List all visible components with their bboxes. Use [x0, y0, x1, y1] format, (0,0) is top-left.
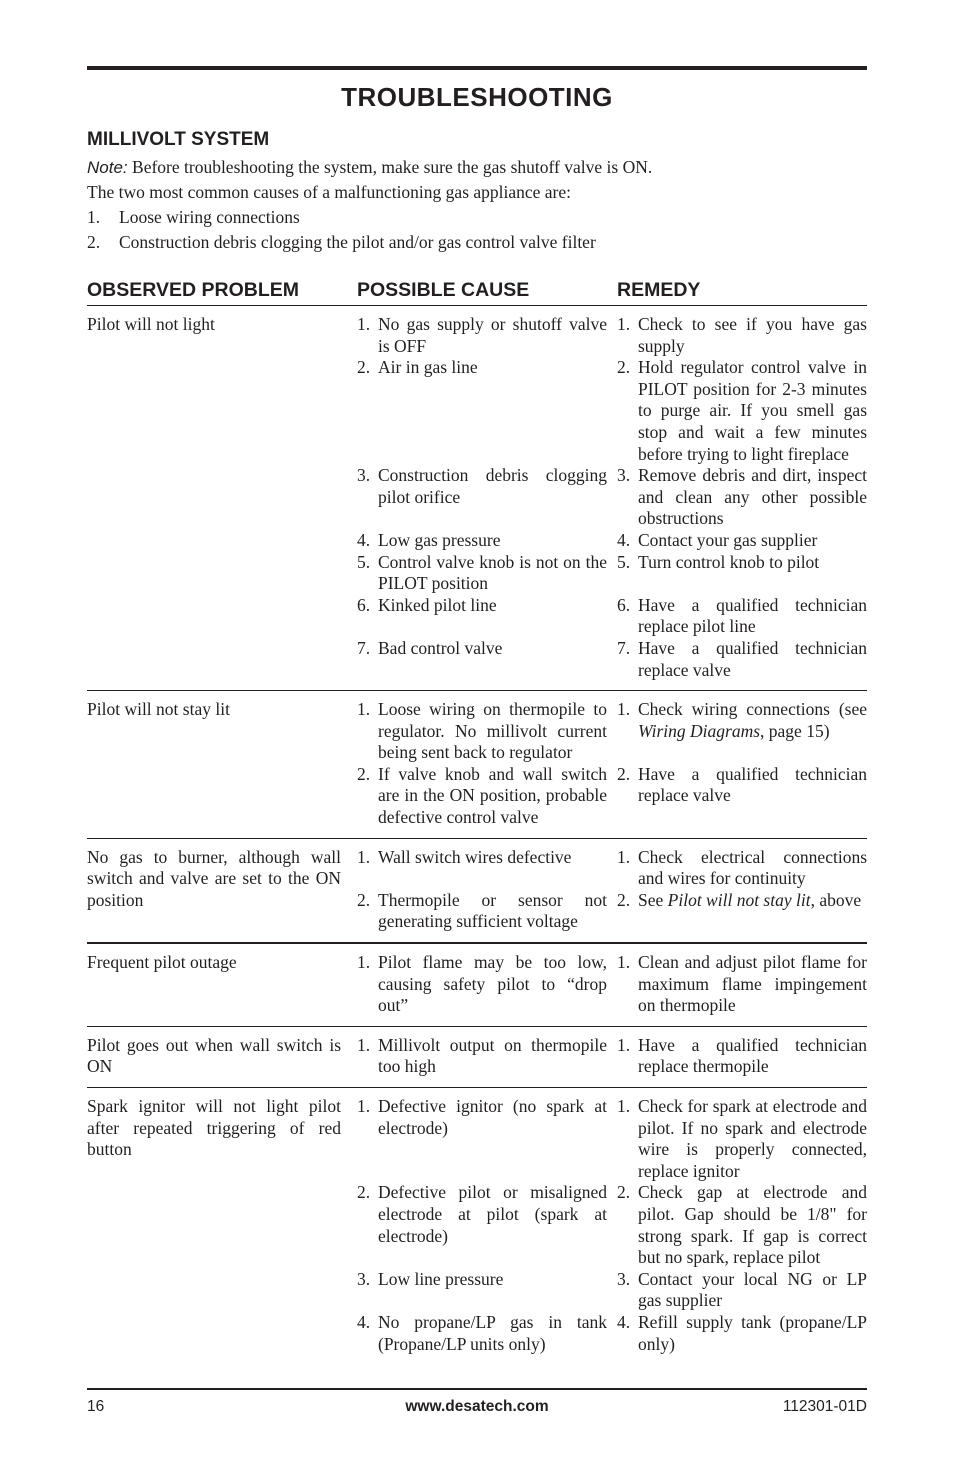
remedy	[617, 1182, 867, 1268]
remedy-number: 3.	[617, 1268, 631, 1289]
cause-text: Bad control valve	[378, 637, 503, 658]
table-row	[87, 691, 867, 839]
cause-number: 1.	[357, 1034, 371, 1055]
cause-text: Low line pressure	[378, 1268, 504, 1289]
cause-text: No propane/LP gas in tank (Propane/LP units only)	[378, 1311, 607, 1354]
cause-text: If valve knob and wall switch are in the ON position, probable defective control valve	[378, 763, 607, 828]
website-link[interactable]: www.desatech.com	[405, 1398, 549, 1415]
remedy-text: Have a qualified technician replace thermopile	[638, 1034, 867, 1077]
observed-problem: No gas to burner, although wall switch and valve are set to the ON position	[87, 846, 341, 910]
cause-remedy-pair	[357, 890, 867, 933]
cause-text: Construction debris clogging pilot orifice	[378, 465, 607, 507]
possible-cause	[357, 764, 617, 829]
intro-list	[87, 205, 867, 255]
footer	[87, 1388, 867, 1415]
cause-text: Millivolt output on thermopile too high	[378, 1034, 607, 1077]
cause-text: Kinked pilot line	[378, 594, 497, 615]
cause-number: 3.	[357, 465, 371, 486]
cause-text: Defective pilot or misaligned electrode at pilot (spark at electrode)	[378, 1182, 607, 1246]
cause-remedy-group	[357, 314, 867, 681]
cause-number: 5.	[357, 551, 371, 572]
remedy-text: Check gap at electrode and pilot. Gap should be 1/8" for strong spark. If gap is correct but no spark, replace pilot	[638, 1182, 867, 1268]
note-label: Note:	[87, 158, 128, 177]
intro-text: The two most common causes of a malfunctioning gas appliance are:	[87, 182, 572, 202]
possible-cause	[357, 595, 617, 638]
remedy	[617, 1312, 867, 1355]
cause-number: 1.	[357, 1096, 371, 1116]
cause-text: Pilot flame may be too low, causing safety pilot to “drop out”	[378, 952, 607, 1016]
remedy-text: Contact your gas supplier	[638, 529, 818, 550]
cause-remedy-pair	[357, 638, 867, 681]
list-item-text: Loose wiring connections	[119, 207, 300, 227]
cause-remedy-pair	[357, 357, 867, 465]
table-row	[87, 1088, 867, 1364]
cause-number: 1.	[357, 952, 371, 973]
remedy-number: 1.	[617, 1096, 631, 1116]
cause-remedy-group	[357, 1096, 867, 1355]
cause-number: 1.	[357, 699, 371, 720]
cause-number: 4.	[357, 529, 371, 550]
remedy-text: Hold regulator control valve in PILOT position for 2-3 minutes to purge air. If you smell gas stop and wait a few minutes before trying to light fireplace	[638, 357, 867, 464]
remedy-number: 4.	[617, 529, 631, 550]
cause-text: No gas supply or shutoff valve is OFF	[378, 314, 607, 356]
cause-text: Loose wiring on thermopile to regulator. No millivolt current being sent back to regulator	[378, 699, 607, 763]
header-possible-cause: POSSIBLE CAUSE	[357, 279, 530, 301]
remedy-number: 2.	[617, 763, 631, 784]
remedy-number: 6.	[617, 594, 631, 615]
cause-remedy-pair	[357, 952, 867, 1017]
possible-cause	[357, 847, 617, 890]
cause-number: 1.	[357, 846, 371, 867]
remedy	[617, 314, 867, 357]
remedy	[617, 1269, 867, 1312]
observed-problem: Pilot goes out when wall switch is ON	[87, 1034, 341, 1077]
possible-cause	[357, 1312, 617, 1355]
note-paragraph	[87, 155, 867, 180]
cause-text: Wall switch wires defective	[378, 846, 572, 867]
document-number: 112301-01D	[782, 1398, 867, 1415]
cross-reference: Wiring Diagrams	[638, 720, 761, 741]
possible-cause	[357, 890, 617, 933]
list-item-number: 2.	[87, 232, 101, 252]
cause-remedy-pair	[357, 1182, 867, 1268]
observed-problem: Spark ignitor will not light pilot after repeated triggering of red button	[87, 1096, 341, 1160]
cause-remedy-pair	[357, 552, 867, 595]
possible-cause	[357, 1096, 617, 1182]
page	[87, 66, 867, 1364]
list-item-number: 1.	[87, 207, 101, 227]
possible-cause	[357, 1035, 617, 1078]
cause-number: 3.	[357, 1268, 371, 1289]
cause-number: 2.	[357, 889, 371, 910]
remedy	[617, 530, 867, 552]
cause-remedy-pair	[357, 847, 867, 890]
cause-text: Air in gas line	[378, 357, 478, 378]
page-number: 16	[87, 1398, 105, 1415]
possible-cause	[357, 638, 617, 681]
remedy	[617, 1096, 867, 1182]
top-rule	[87, 66, 867, 70]
remedy-number: 4.	[617, 1311, 631, 1332]
table-row	[87, 839, 867, 944]
troubleshooting-table	[87, 306, 867, 1364]
possible-cause	[357, 699, 617, 764]
possible-cause	[357, 552, 617, 595]
cause-remedy-group	[357, 699, 867, 829]
header-observed-problem: OBSERVED PROBLEM	[87, 279, 300, 301]
cause-number: 2.	[357, 357, 371, 378]
remedy-text: Clean and adjust pilot flame for maximum flame impingement on thermopile	[638, 952, 867, 1016]
possible-cause	[357, 465, 617, 530]
remedy	[617, 764, 867, 829]
cause-remedy-pair	[357, 530, 867, 552]
cause-text: Low gas pressure	[378, 529, 501, 550]
list-item	[87, 230, 867, 255]
remedy-text: Check wiring connections (see Wiring Diagrams, page 15)	[638, 699, 867, 741]
table-row	[87, 306, 867, 691]
cause-number: 1.	[357, 314, 371, 334]
header-remedy: REMEDY	[617, 279, 701, 301]
remedy-number: 7.	[617, 637, 631, 658]
possible-cause	[357, 314, 617, 357]
cause-number: 6.	[357, 594, 371, 615]
cause-text: Control valve knob is not on the PILOT position	[378, 551, 607, 594]
cause-text: Defective ignitor (no spark at electrode)	[378, 1096, 607, 1138]
remedy-number: 1.	[617, 699, 631, 720]
remedy	[617, 847, 867, 890]
remedy-number: 2.	[617, 1182, 631, 1203]
remedy-text: Have a qualified technician replace valve	[638, 763, 867, 806]
table-header	[87, 279, 867, 306]
remedy	[617, 465, 867, 530]
observed-problem: Frequent pilot outage	[87, 952, 237, 973]
remedy	[617, 552, 867, 595]
remedy	[617, 890, 867, 933]
cause-remedy-pair	[357, 1035, 867, 1078]
cause-remedy-pair	[357, 1269, 867, 1312]
remedy-number: 1.	[617, 846, 631, 867]
cause-remedy-group	[357, 1035, 867, 1078]
cause-remedy-pair	[357, 314, 867, 357]
remedy	[617, 952, 867, 1017]
cause-number: 2.	[357, 763, 371, 784]
cause-remedy-pair	[357, 595, 867, 638]
note-text: Before troubleshooting the system, make sure the gas shutoff valve is ON.	[132, 157, 653, 177]
remedy-text: Check to see if you have gas supply	[638, 314, 867, 356]
remedy-number: 2.	[617, 357, 631, 378]
remedy-text: Have a qualified technician replace valve	[638, 637, 867, 680]
remedy-text: Turn control knob to pilot	[638, 551, 820, 572]
remedy-text: Remove debris and dirt, inspect and clean any other possible obstructions	[638, 465, 867, 529]
list-item	[87, 205, 867, 230]
remedy	[617, 357, 867, 465]
remedy-text: Check for spark at electrode and pilot. If no spark and electrode wire is properly connected, replace ignitor	[638, 1096, 867, 1181]
remedy	[617, 1035, 867, 1078]
remedy-number: 5.	[617, 551, 631, 572]
table-row	[87, 1027, 867, 1088]
cause-number: 7.	[357, 637, 371, 658]
remedy	[617, 595, 867, 638]
remedy-number: 2.	[617, 889, 631, 910]
remedy-number: 1.	[617, 314, 631, 334]
possible-cause	[357, 1182, 617, 1268]
page-title: TROUBLESHOOTING	[341, 82, 613, 112]
cause-remedy-pair	[357, 1312, 867, 1355]
remedy-number: 1.	[617, 1034, 631, 1055]
cause-number: 2.	[357, 1182, 371, 1203]
cause-remedy-pair	[357, 1096, 867, 1182]
list-item-text: Construction debris clogging the pilot and/or gas control valve filter	[119, 232, 596, 252]
cause-remedy-pair	[357, 465, 867, 530]
remedy-text: Have a qualified technician replace pilot line	[638, 594, 867, 637]
remedy-text: Contact your local NG or LP gas supplier	[638, 1268, 867, 1311]
possible-cause	[357, 1269, 617, 1312]
observed-problem: Pilot will not light	[87, 314, 215, 334]
cause-remedy-group	[357, 847, 867, 933]
table-row	[87, 944, 867, 1027]
remedy-number: 1.	[617, 952, 631, 973]
cross-reference: Pilot will not stay lit	[667, 889, 811, 910]
remedy-text: Refill supply tank (propane/LP only)	[638, 1311, 867, 1354]
remedy	[617, 638, 867, 681]
cause-remedy-group	[357, 952, 867, 1017]
section-heading: MILLIVOLT SYSTEM	[87, 129, 270, 150]
remedy	[617, 699, 867, 764]
cause-text: Thermopile or sensor not generating sufficient voltage	[378, 889, 607, 932]
observed-problem: Pilot will not stay lit	[87, 699, 230, 720]
remedy-text: See Pilot will not stay lit, above	[638, 889, 862, 910]
remedy-text: Check electrical connections and wires for continuity	[638, 846, 867, 889]
possible-cause	[357, 530, 617, 552]
possible-cause	[357, 952, 617, 1017]
cause-number: 4.	[357, 1311, 371, 1332]
cause-remedy-pair	[357, 699, 867, 764]
cause-remedy-pair	[357, 764, 867, 829]
possible-cause	[357, 357, 617, 465]
remedy-number: 3.	[617, 465, 631, 486]
